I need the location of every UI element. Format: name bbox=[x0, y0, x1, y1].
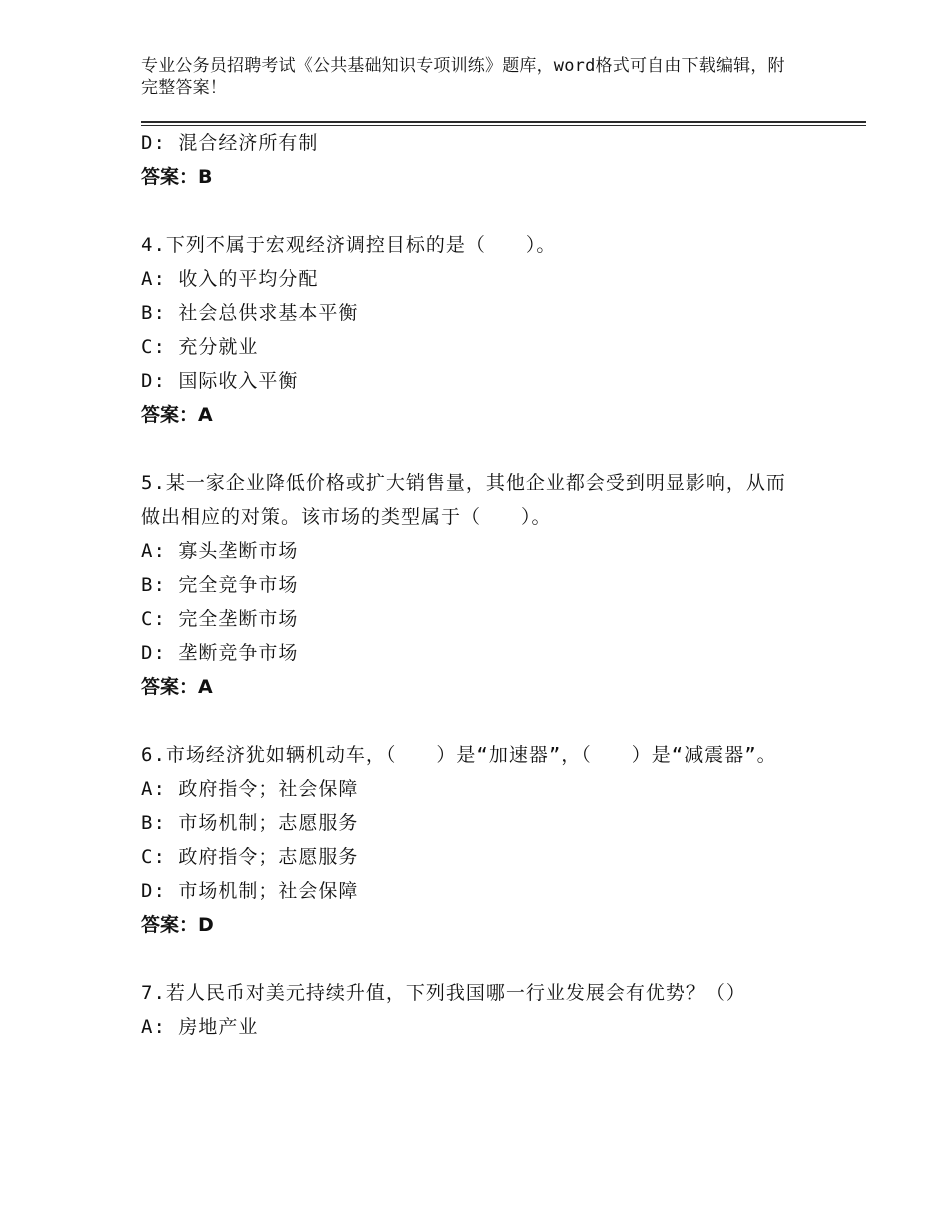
question-stem: 6.市场经济犹如辆机动车，（ ）是“加速器”，（ ）是“减震器”。 bbox=[141, 744, 777, 766]
question-6 bbox=[141, 738, 821, 942]
question-stem: 4.下列不属于宏观经济调控目标的是（ ）。 bbox=[141, 234, 557, 256]
page-header: 专业公务员招聘考试《公共基础知识专项训练》题库，word格式可自由下载编辑，附完整答案！ bbox=[141, 56, 785, 98]
option-c: C: 政府指令；志愿服务 bbox=[141, 846, 359, 868]
header-rule-thick bbox=[141, 121, 866, 123]
answer-label: 答案：A bbox=[141, 404, 213, 426]
question-stem: 7.若人民币对美元持续升值，下列我国哪一行业发展会有优势？（） bbox=[141, 982, 746, 1004]
option-b: B: 完全竞争市场 bbox=[141, 574, 299, 596]
option-d: D: 混合经济所有制 bbox=[141, 132, 319, 154]
option-a: A: 政府指令；社会保障 bbox=[141, 778, 359, 800]
option-b: B: 市场机制；志愿服务 bbox=[141, 812, 359, 834]
answer-label: 答案：D bbox=[141, 914, 214, 936]
option-a: A: 收入的平均分配 bbox=[141, 268, 319, 290]
option-c: C: 充分就业 bbox=[141, 336, 259, 358]
option-c: C: 完全垄断市场 bbox=[141, 608, 299, 630]
question-5 bbox=[141, 466, 821, 704]
option-d: D: 国际收入平衡 bbox=[141, 370, 299, 392]
question-4 bbox=[141, 228, 821, 432]
answer-label: 答案：B bbox=[141, 166, 213, 188]
question-content bbox=[141, 126, 821, 1044]
answer-label: 答案：A bbox=[141, 676, 213, 698]
question-stem: 5.某一家企业降低价格或扩大销售量，其他企业都会受到明显影响，从而做出相应的对策。该市场的类型属于（ ）。 bbox=[141, 472, 786, 528]
option-b: B: 社会总供求基本平衡 bbox=[141, 302, 359, 324]
question-7 bbox=[141, 976, 821, 1044]
option-d: D: 垄断竞争市场 bbox=[141, 642, 299, 664]
option-d: D: 市场机制；社会保障 bbox=[141, 880, 359, 902]
option-a: A: 房地产业 bbox=[141, 1016, 259, 1038]
option-a: A: 寡头垄断市场 bbox=[141, 540, 299, 562]
